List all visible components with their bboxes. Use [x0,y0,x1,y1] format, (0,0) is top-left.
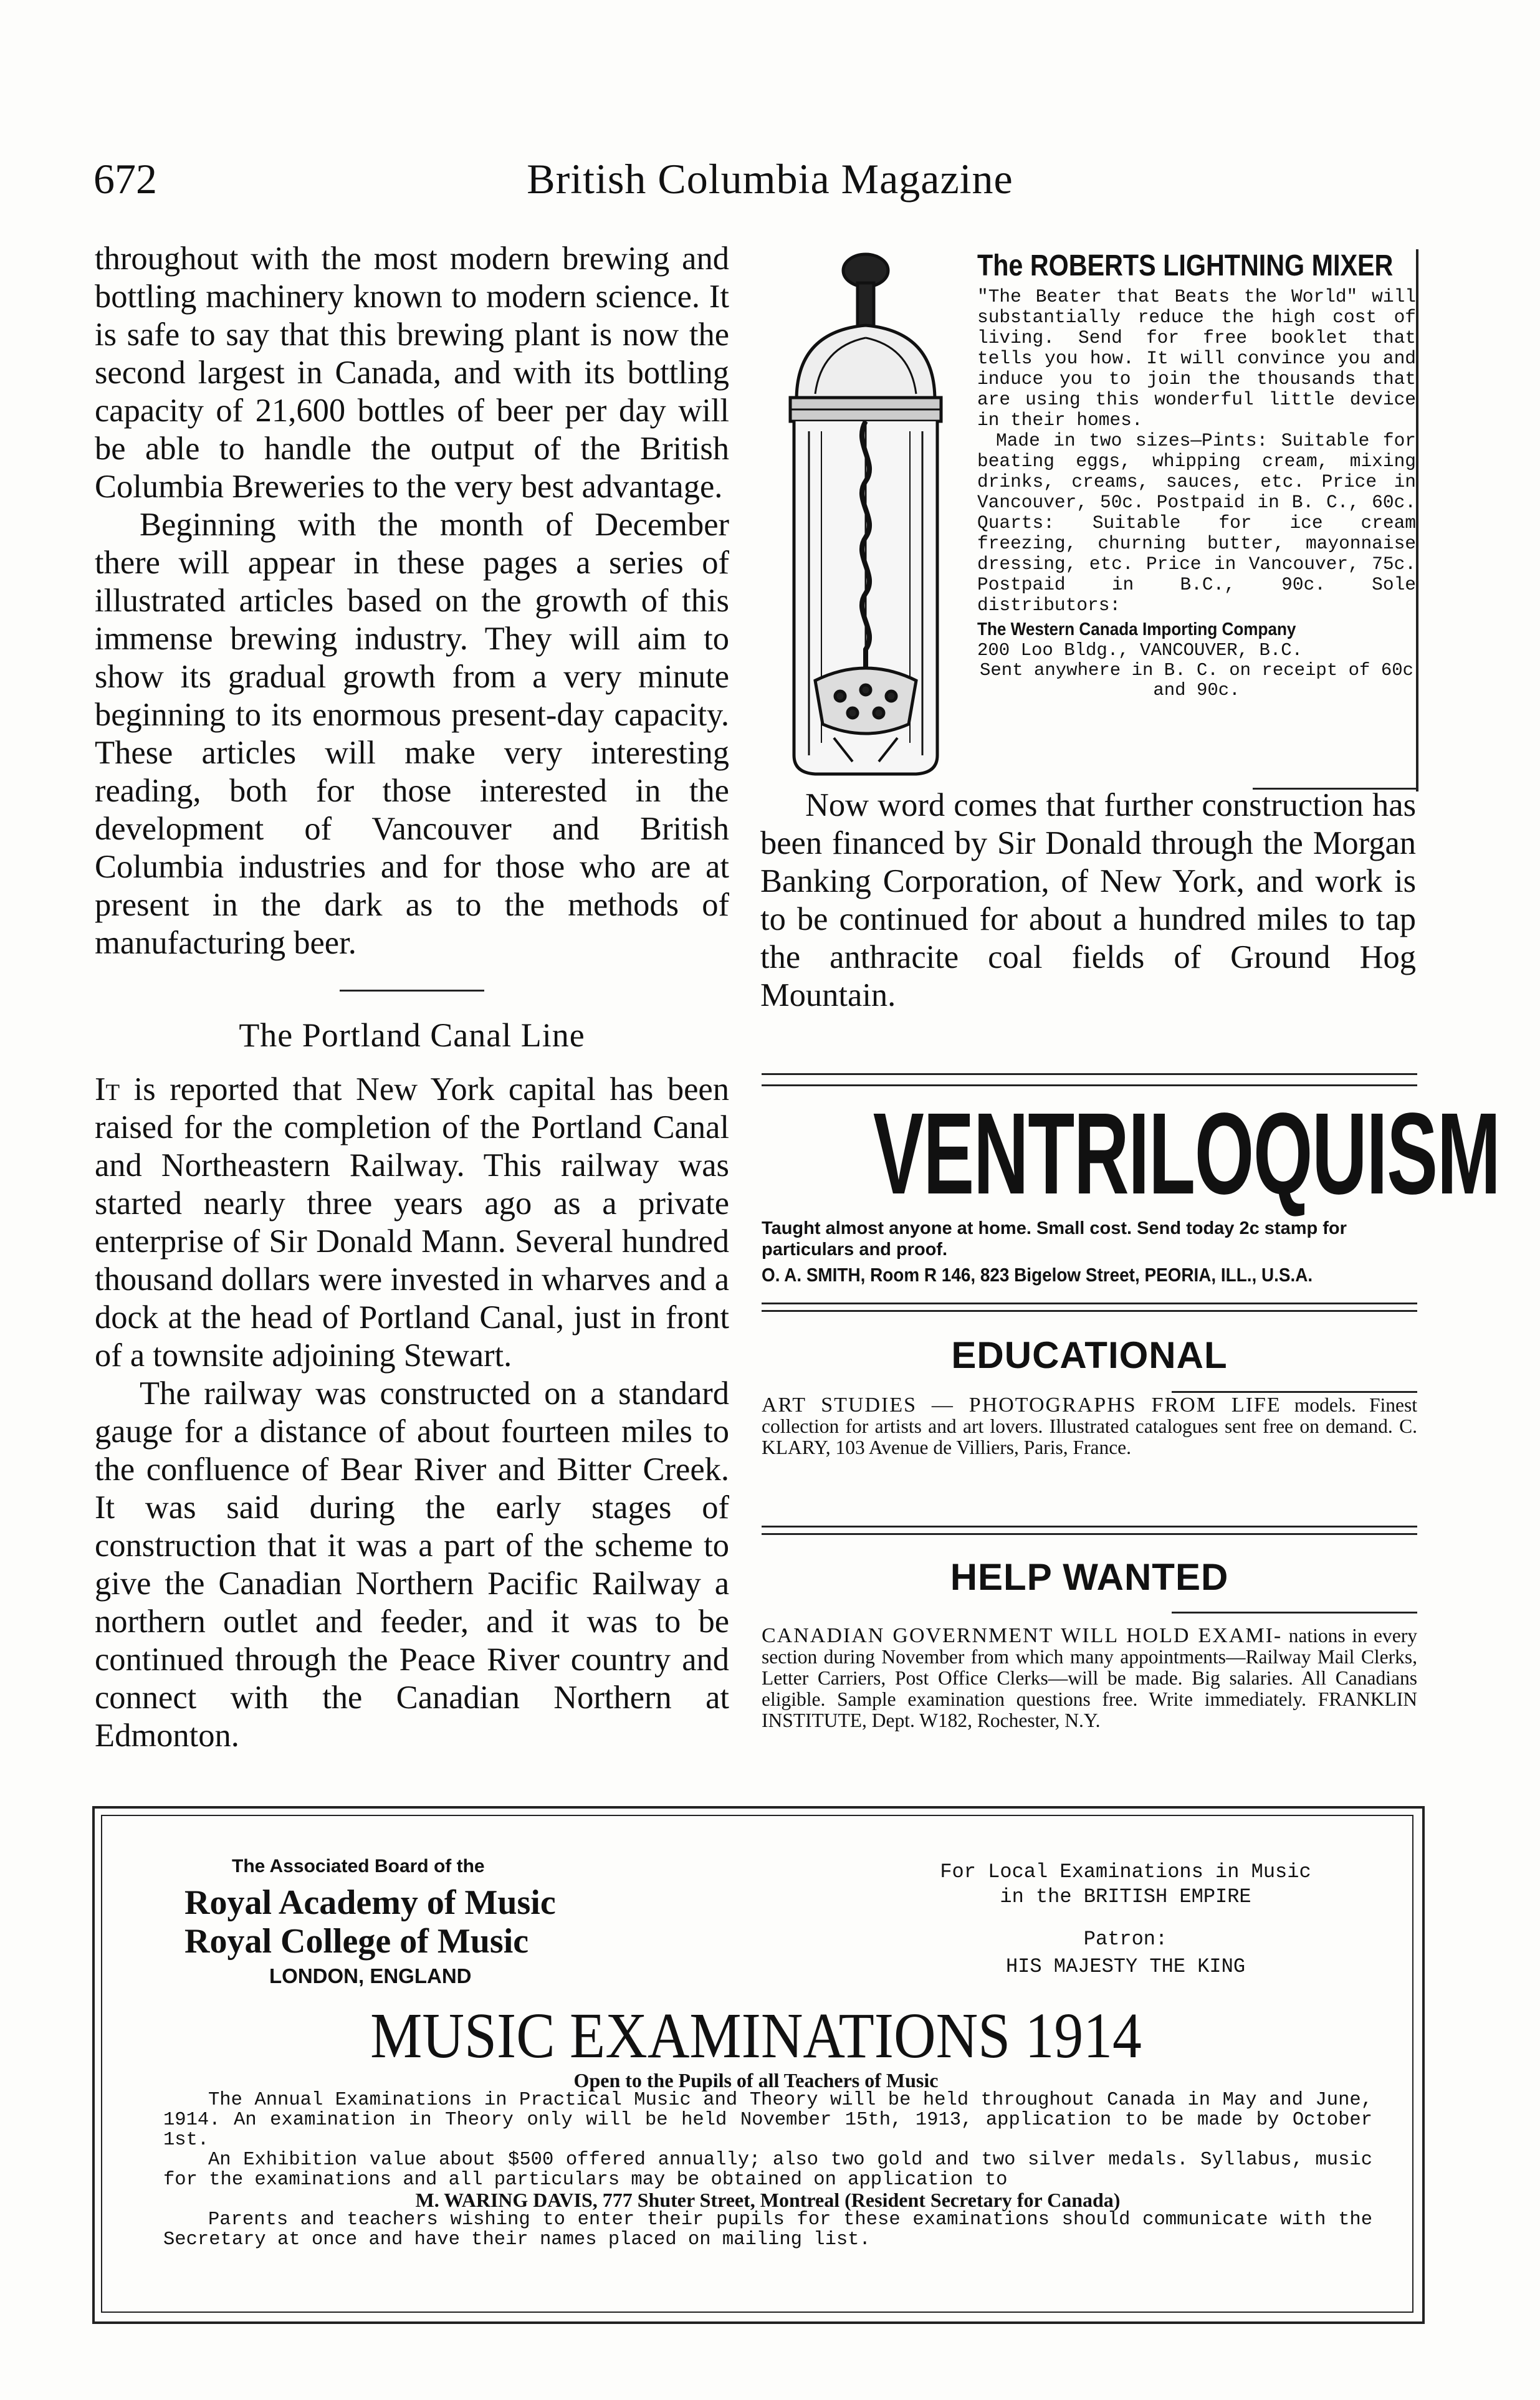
mixer-advertisement [977,249,1418,791]
music-right-line: For Local Examinations in Music [940,1860,1311,1883]
left-column [95,240,729,1755]
egg-beater-mixer-illustration [759,244,972,786]
music-city: LONDON, ENGLAND [269,1964,472,1987]
music-right-line: in the BRITISH EMPIRE [1000,1885,1251,1908]
listing-body: models. Finest collection for artists and art lovers. Illustrated catalogues sent free on demand. C. KLARY, 103 Avenue de Villiers, Paris, France. [762,1394,1417,1458]
educational-heading: EDUCATIONAL [951,1334,1228,1376]
ad-body: Made in two sizes—Pints: Suitable for beating eggs, whipping cream, mixing drinks, creams, sauces, etc. Price in Vancouver, 50c. Postpaid in B. C., 60c. Quarts: Suitable for ice cream freezing, churning butter, mayonnaise dressing, etc. Price in Vancouver, 75c. Postpaid in B.C., 90c. Sole distributors: [977,430,1416,616]
article-paragraph: Now word comes that further construction has been financed by Sir Donald through the Morgan Banking Corporation, of New York, and work is to be continued for about a hundred miles to tap the anthracite coal fields of Ground Hog Mountain. [760,787,1416,1013]
music-paragraph: Parents and teachers wishing to enter their pupils for these examinations should communicate with the Secretary at once and have their names placed on mailing list. [163,2209,1372,2250]
lead-word: It [95,1071,120,1107]
ventriloquism-body: Taught almost anyone at home. Small cost. Send today 2c stamp for particulars and proof. [762,1218,1347,1260]
article-paragraph: throughout with the most modern brewing and bottling machinery known to modern science. It is safe to say that this brewing plant is now the second largest in Canada, and with its bottling capacity of 21,600 bottles of beer per day will be able to handle the output of the British Columbia Breweries to the very best advantage. [95,241,729,505]
listing-lead: CANADIAN GOVERNMENT WILL HOLD EXAMI- [762,1624,1283,1647]
divider [762,1084,1417,1086]
music-patron-block [895,1860,1356,1979]
listing-lead: ART STUDIES — PHOTOGRAPHS FROM LIFE [762,1394,1281,1417]
article-paragraph [95,1071,729,1375]
music-right-line: HIS MAJESTY THE KING [1005,1955,1246,1978]
ventriloquism-heading: VENTRILOQUISM [873,1089,1500,1218]
ad-heading: The ROBERTS LIGHTNING MIXER [977,249,1394,282]
help-wanted-listing [762,1625,1417,1731]
heading-rule [1172,1612,1417,1614]
heading-rule [1172,1391,1417,1393]
section-divider [340,990,484,992]
section-heading: The Portland Canal Line [239,1016,585,1054]
paragraph-text: is reported that New York capital has been raised for the completion of the Portland Canal and Northeastern Railway. This railway was started nearly three years ago as a private enterprise of Sir Donald Mann. Several hundred thousand dollars were invested in wharves and a dock at the head of Portland Canal, just in front of a townsite adjoining Stewart. [95,1071,729,1374]
ad-shipping-note: Sent anywhere in B. C. on receipt of 60c and 90c. [979,660,1414,700]
organization-name: Royal College of Music [184,1922,529,1961]
running-title: British Columbia Magazine [527,155,1013,203]
music-organization [184,1883,556,1961]
ad-address: 200 Loo Bldg., VANCOUVER, B.C. [977,640,1303,661]
educational-listing [762,1395,1417,1458]
double-divider [762,1526,1417,1535]
music-right-line: Patron: [1083,1928,1168,1951]
music-paragraph: The Annual Examinations in Practical Music and Theory will be held throughout Canada in May and June, 1914. An examination in Theory only will be held November 15th, 1913, application to be made by October 1st. [163,2090,1372,2151]
music-secretary: M. WARING DAVIS, 777 Shuter Street, Montreal (Resident Secretary for Canada) [415,2189,1121,2211]
music-subtitle: Open to the Pupils of all Teachers of Music [573,2069,939,2092]
ad-body: "The Beater that Beats the World" will substantially reduce the high cost of living. Send for free booklet that tells you how. It will convince you and induce you to join the thousands that are using this wonderful little device in their homes. [977,286,1416,431]
listing-body: nations in every section during November from which many appointments—Railway Mail Clerks, Letter Carriers, Post Office Clerks—will be made. Big salaries. All Canadians eligible. Sample examination questions free. Write immediately. FRANKLIN INSTITUTE, Dept. W182, Rochester, N.Y. [762,1625,1418,1731]
music-title: MUSIC EXAMINATIONS 1914 [370,2000,1142,2072]
ad-company: The Western Canada Importing Company [977,619,1296,639]
music-association: The Associated Board of the [232,1856,485,1876]
article-paragraph: Beginning with the month of December there will appear in these pages a series of illustrated articles based on the growth of this immense brewing industry. They will aim to show its gradual growth from a very minute beginning to its enormous present-day capacity. These articles will make very interesting reading, both for those interested in the development of Vancouver and British Columbia industries and for those who are at present in the dark as to the methods of manufacturing beer. [95,507,729,961]
article-paragraph: The railway was constructed on a standard gauge for a distance of about fourteen miles to the confluence of Bear River and Bitter Creek. It was said during the early stages of construction that it was a part of the scheme to give the Canadian Northern Pacific Railway a northern outlet and feeder, and it was to be continued through the Peace River country and connect with the Canadian Northern at Edmonton. [95,1375,729,1754]
divider [762,1073,1417,1075]
page-number: 672 [93,155,157,203]
music-paragraph: An Exhibition value about $500 offered annually; also two gold and two silver medals. Syllabus, music for the examinations and all particulars may be obtained on application to [163,2149,1372,2191]
help-wanted-heading: HELP WANTED [950,1556,1229,1598]
right-column [760,786,1416,1015]
ventriloquism-address: O. A. SMITH, Room R 146, 823 Bigelow Street, PEORIA, ILL., U.S.A. [762,1264,1313,1286]
double-divider [762,1303,1417,1312]
organization-name: Royal Academy of Music [184,1883,556,1922]
music-body [163,2090,1372,2250]
